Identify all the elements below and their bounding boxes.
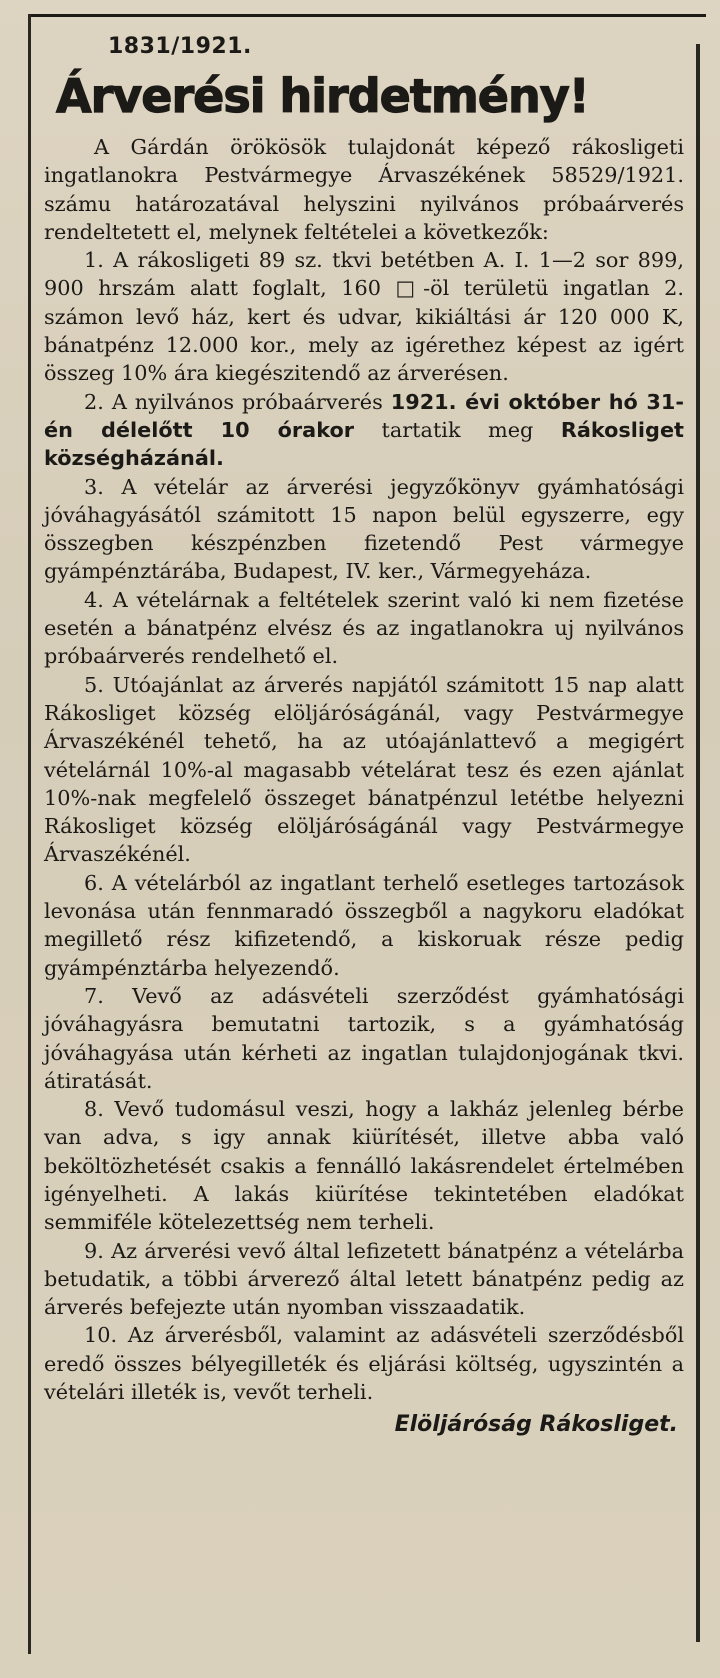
- condition-4: 4. A vételárnak a feltételek szerint való ki nem fizetése esetén a bánatpénz elvész és az ingatlanokra uj nyilvános próbaárverés rendelhető el.: [44, 587, 684, 669]
- intro-paragraph: A Gárdán örökösök tulajdonát képező rákosligeti ingatlanokra Pestvármegye Árvaszékének 58529/1921. számu határozatával helyszini nyilvános próbaárverés rendeltetett el, melynek feltételei a következők:: [44, 135, 684, 244]
- condition-9: 9. Az árverési vevő által lefizetett bánatpénz a vételárba betudatik, a többi árverező által letett bánatpénz pedig az árverés befejezte után nyomban visszaadatik.: [44, 1238, 684, 1320]
- right-border-rule: [696, 44, 700, 1642]
- notice-body: [44, 133, 684, 1406]
- reference-number: 1831/1921.: [108, 34, 252, 59]
- condition-1: 1. A rákosligeti 89 sz. tkvi betétben A. I. 1—2 sor 899, 900 hrszám alatt foglalt, 160 □-öl területü ingatlan 2. számon levő ház, kert és udvar, kikiáltási ár 120 000 K, bánatpénz 12.000 kor., mely az igérethez képest az igért összeg 10% ára kiegészitendő az árverésen.: [44, 248, 684, 386]
- condition-2-middle: tartatik meg: [354, 417, 561, 442]
- condition-2: [44, 388, 684, 473]
- condition-6: 6. A vételárból az ingatlant terhelő esetleges tartozások levonása után fennmaradó összegből a nagykoru eladókat megillető rész kifizetendő, a kiskoruak része pedig gyámpénztárba helyezendő.: [44, 870, 684, 980]
- condition-3: 3. A vételár az árverési jegyzőkönyv gyámhatósági jóváhagyásától számitott 15 napon belül egyszerre, egy összegben készpénzben fizetendő Pest vármegye gyámpénztárába, Budapest, IV. ker., Vármegyeháza.: [44, 474, 684, 584]
- notice-headline: Árverési hirdetmény!: [56, 69, 589, 123]
- condition-2-prefix: 2. A nyilvános próbaárverés: [84, 389, 391, 414]
- condition-5: 5. Utóajánlat az árverés napjától számitott 15 nap alatt Rákosliget község elöljáróságánál, vagy Pestvármegye Árvaszékénél tehető, ha az utóajánlattevő a megigért vételárnál 10%-al magasabb vételárat tesz és ezen ajánlat 10%-nak megfelelő összeget bánatpénzul letétbe helyezni Rákosliget község elöljáróságánál vagy Pestvármegye Árvaszékénél.: [44, 672, 684, 867]
- condition-8: 8. Vevő tudomásul veszi, hogy a lakház jelenleg bérbe van adva, s igy annak kiürítését, illetve abba való beköltözhetését csakis a fennálló lakásrendelet értelmében igényelheti. A lakás kiürítése tekintetében eladókat semmiféle kötelezettség nem terheli.: [44, 1097, 684, 1235]
- left-border-rule: [28, 14, 31, 1654]
- condition-10: 10. Az árverésből, valamint az adásvételi szerződésből eredő összes bélyegilleték és eljárási költség, ugyszintén a vételári illeték is, vevőt terheli.: [44, 1323, 684, 1405]
- condition-7: 7. Vevő az adásvételi szerződést gyámhatósági jóváhagyásra bemutatni tartozik, s a gyámhatóság jóváhagyása után kérheti az ingatlan tulajdonjogának tkvi. átiratását.: [44, 983, 684, 1093]
- auction-date: 1921. évi október hó 31-én délelőtt 10 órakor: [44, 389, 684, 442]
- top-border-rule: [30, 14, 706, 17]
- signature: Elöljáróság Rákosliget.: [394, 1412, 678, 1438]
- auction-place: Rákosliget községházánál.: [44, 417, 684, 471]
- notice-content: [44, 26, 684, 1437]
